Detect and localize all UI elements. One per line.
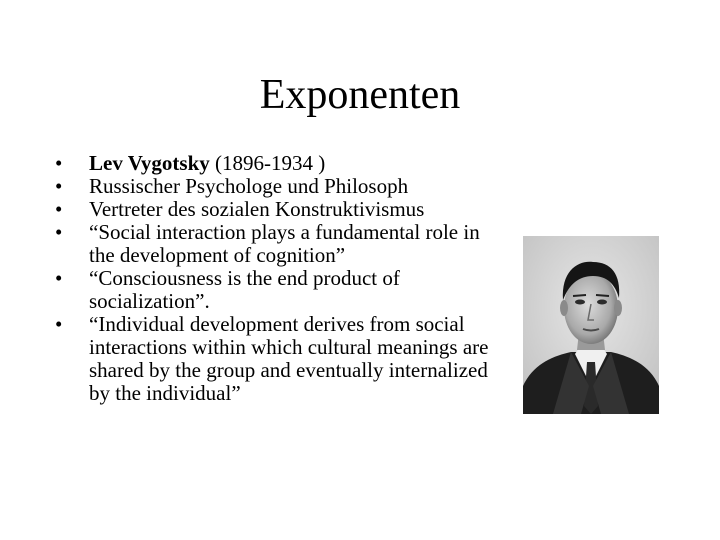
bullet-icon: • [55,220,63,244]
bullet-icon: • [55,312,63,336]
bullet-item [55,198,495,221]
bullet-icon: • [55,174,63,198]
bullet-text: Russischer Psychologe und Philosoph [89,174,409,198]
bullet-text: (1896-1934 ) [209,151,326,175]
bullet-text: “Consciousness is the end product of socialization”. [89,266,400,313]
slide-title: Exponenten [259,72,461,118]
bullet-text: Vertreter des sozialen Konstruktivismus [89,197,425,221]
bullet-icon: • [55,266,63,290]
bullet-item [55,313,495,405]
bullet-list [55,152,495,405]
bullet-bold-text: Lev Vygotsky [89,151,210,175]
bullet-icon: • [55,197,63,221]
bullet-item [55,221,495,267]
bullet-item [55,267,495,313]
bullet-item [55,175,495,198]
bullet-icon: • [55,151,63,175]
bullet-text: “Social interaction plays a fundamental role in the development of cognition” [89,220,480,267]
portrait-photo-icon [523,236,659,414]
bullet-text: “Individual development derives from social interactions within which cultural meanings are shared by the group and eventually internalized by the individual” [89,312,489,405]
bullet-item [55,152,495,175]
